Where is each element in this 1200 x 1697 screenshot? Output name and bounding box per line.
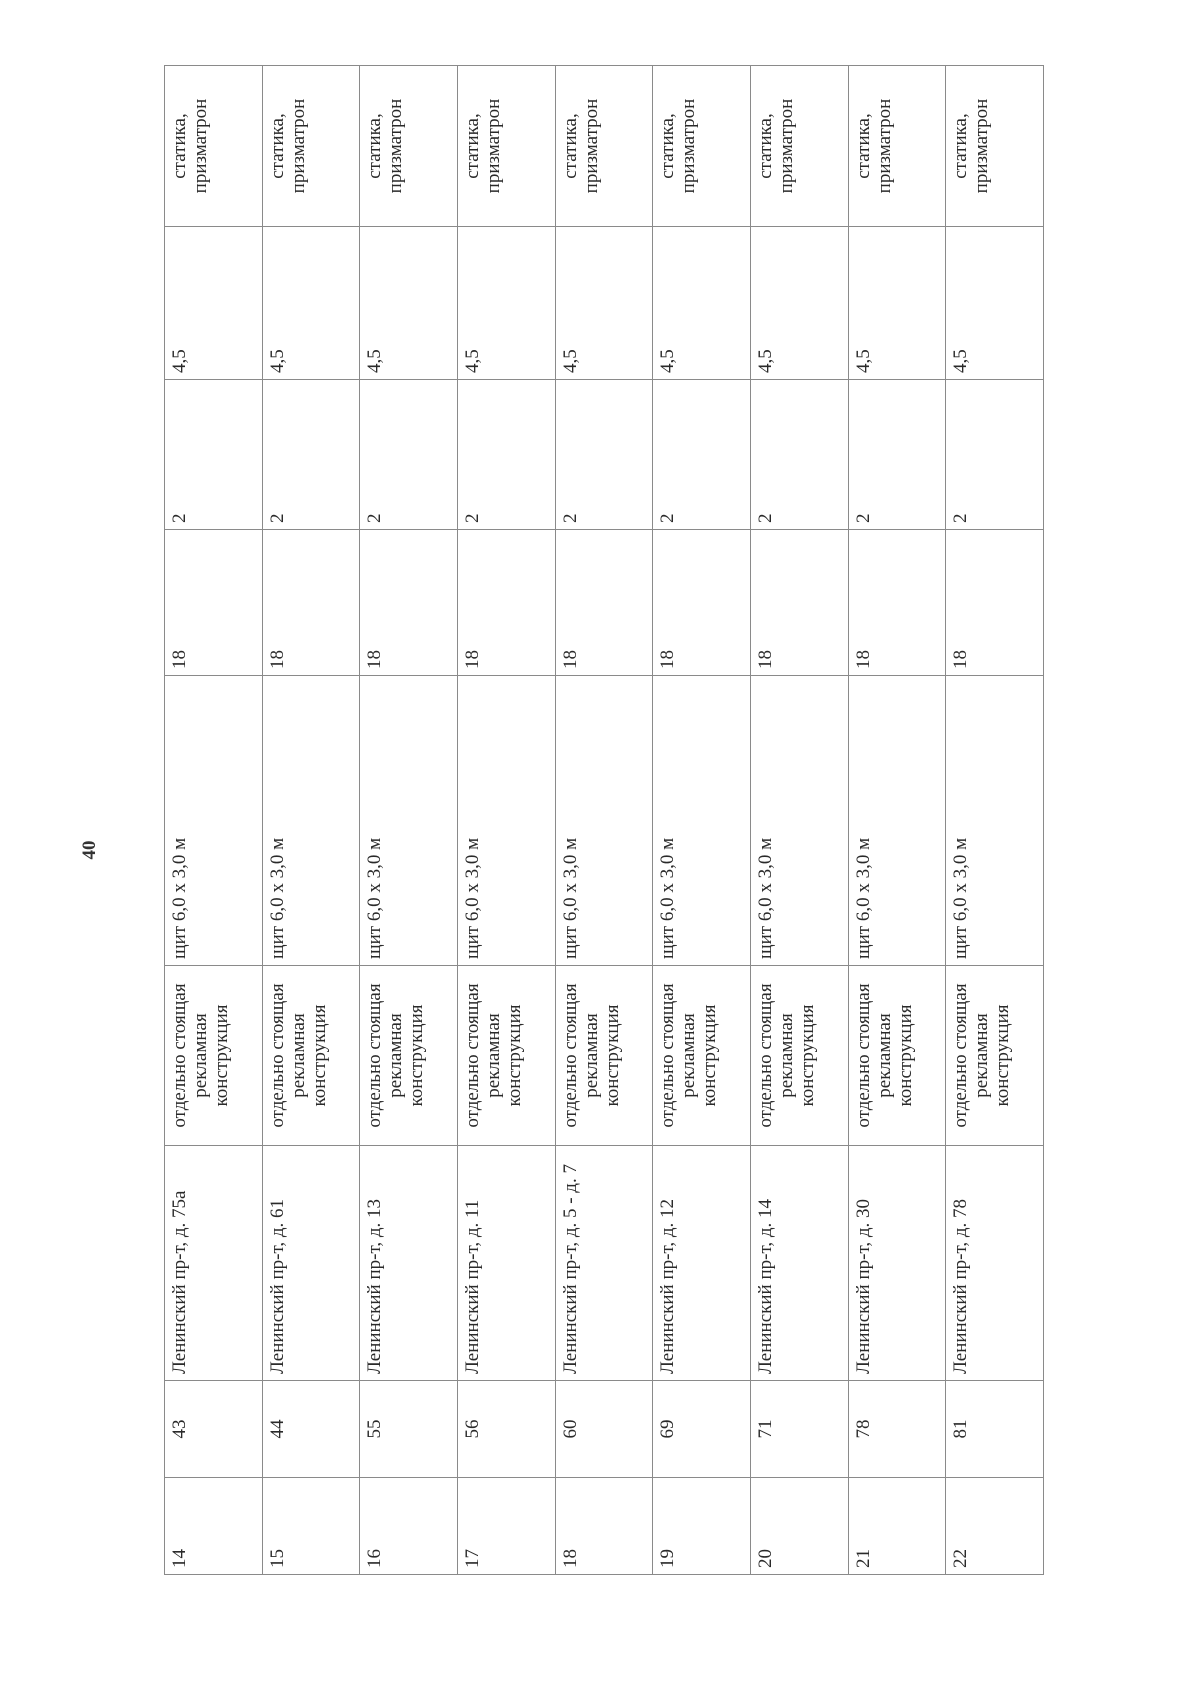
table-row — [555, 66, 653, 1575]
structure-id-cell: 56 — [457, 1381, 555, 1478]
structure-id-cell: 43 — [165, 1381, 263, 1478]
sides-cell: 2 — [750, 380, 848, 530]
height-cell: 4,5 — [360, 227, 458, 380]
sides-cell: 2 — [653, 380, 751, 530]
area-cell: 18 — [262, 530, 360, 676]
height-cell: 4,5 — [262, 227, 360, 380]
size-cell: щит 6,0 х 3,0 м — [946, 676, 1044, 966]
area-cell: 18 — [750, 530, 848, 676]
size-cell: щит 6,0 х 3,0 м — [457, 676, 555, 966]
sides-cell: 2 — [360, 380, 458, 530]
sides-cell: 2 — [555, 380, 653, 530]
structure-id-cell: 69 — [653, 1381, 751, 1478]
structure-id-cell: 44 — [262, 1381, 360, 1478]
address-cell: Ленинский пр-т, д. 5 - д. 7 — [555, 1146, 653, 1381]
display-kind-cell: статика, призматрон — [262, 66, 360, 227]
ad-structures-table — [164, 65, 1044, 1575]
table-body — [165, 66, 1044, 1575]
area-cell: 18 — [848, 530, 946, 676]
display-kind-cell: статика, призматрон — [457, 66, 555, 227]
display-kind-cell: статика, призматрон — [165, 66, 263, 227]
structure-type-cell: отдельно стоящая рекламная конструкция — [457, 966, 555, 1146]
display-kind-cell: статика, призматрон — [848, 66, 946, 227]
address-cell: Ленинский пр-т, д. 61 — [262, 1146, 360, 1381]
table-row — [946, 66, 1044, 1575]
area-cell: 18 — [555, 530, 653, 676]
sides-cell: 2 — [848, 380, 946, 530]
page-number: 40 — [79, 840, 100, 860]
table-row — [262, 66, 360, 1575]
sides-cell: 2 — [457, 380, 555, 530]
table-container — [164, 66, 1044, 1575]
address-cell: Ленинский пр-т, д. 75а — [165, 1146, 263, 1381]
display-kind-cell: статика, призматрон — [360, 66, 458, 227]
table-row — [457, 66, 555, 1575]
sides-cell: 2 — [165, 380, 263, 530]
structure-type-cell: отдельно стоящая рекламная конструкция — [848, 966, 946, 1146]
address-cell: Ленинский пр-т, д. 13 — [360, 1146, 458, 1381]
display-kind-cell: статика, призматрон — [653, 66, 751, 227]
height-cell: 4,5 — [555, 227, 653, 380]
size-cell: щит 6,0 х 3,0 м — [262, 676, 360, 966]
area-cell: 18 — [457, 530, 555, 676]
structure-id-cell: 71 — [750, 1381, 848, 1478]
display-kind-cell: статика, призматрон — [750, 66, 848, 227]
size-cell: щит 6,0 х 3,0 м — [848, 676, 946, 966]
row-number-cell: 17 — [457, 1478, 555, 1575]
row-number-cell: 18 — [555, 1478, 653, 1575]
display-kind-cell: статика, призматрон — [946, 66, 1044, 227]
height-cell: 4,5 — [848, 227, 946, 380]
row-number-cell: 20 — [750, 1478, 848, 1575]
structure-id-cell: 60 — [555, 1381, 653, 1478]
address-cell: Ленинский пр-т, д. 30 — [848, 1146, 946, 1381]
size-cell: щит 6,0 х 3,0 м — [750, 676, 848, 966]
row-number-cell: 22 — [946, 1478, 1044, 1575]
row-number-cell: 14 — [165, 1478, 263, 1575]
row-number-cell: 15 — [262, 1478, 360, 1575]
address-cell: Ленинский пр-т, д. 14 — [750, 1146, 848, 1381]
area-cell: 18 — [360, 530, 458, 676]
structure-type-cell: отдельно стоящая рекламная конструкция — [360, 966, 458, 1146]
size-cell: щит 6,0 х 3,0 м — [555, 676, 653, 966]
sides-cell: 2 — [946, 380, 1044, 530]
structure-type-cell: отдельно стоящая рекламная конструкция — [262, 966, 360, 1146]
structure-type-cell: отдельно стоящая рекламная конструкция — [555, 966, 653, 1146]
address-cell: Ленинский пр-т, д. 78 — [946, 1146, 1044, 1381]
structure-type-cell: отдельно стоящая рекламная конструкция — [750, 966, 848, 1146]
size-cell: щит 6,0 х 3,0 м — [360, 676, 458, 966]
structure-id-cell: 55 — [360, 1381, 458, 1478]
row-number-cell: 16 — [360, 1478, 458, 1575]
structure-id-cell: 81 — [946, 1381, 1044, 1478]
size-cell: щит 6,0 х 3,0 м — [165, 676, 263, 966]
height-cell: 4,5 — [165, 227, 263, 380]
height-cell: 4,5 — [750, 227, 848, 380]
height-cell: 4,5 — [457, 227, 555, 380]
height-cell: 4,5 — [946, 227, 1044, 380]
table-row — [848, 66, 946, 1575]
table-row — [750, 66, 848, 1575]
address-cell: Ленинский пр-т, д. 12 — [653, 1146, 751, 1381]
table-row — [165, 66, 263, 1575]
area-cell: 18 — [946, 530, 1044, 676]
table-row — [653, 66, 751, 1575]
row-number-cell: 21 — [848, 1478, 946, 1575]
address-cell: Ленинский пр-т, д. 11 — [457, 1146, 555, 1381]
display-kind-cell: статика, призматрон — [555, 66, 653, 227]
height-cell: 4,5 — [653, 227, 751, 380]
row-number-cell: 19 — [653, 1478, 751, 1575]
structure-type-cell: отдельно стоящая рекламная конструкция — [165, 966, 263, 1146]
sides-cell: 2 — [262, 380, 360, 530]
area-cell: 18 — [653, 530, 751, 676]
size-cell: щит 6,0 х 3,0 м — [653, 676, 751, 966]
structure-type-cell: отдельно стоящая рекламная конструкция — [653, 966, 751, 1146]
area-cell: 18 — [165, 530, 263, 676]
table-row — [360, 66, 458, 1575]
structure-id-cell: 78 — [848, 1381, 946, 1478]
table-rotated-wrapper — [164, 66, 1044, 1575]
structure-type-cell: отдельно стоящая рекламная конструкция — [946, 966, 1044, 1146]
